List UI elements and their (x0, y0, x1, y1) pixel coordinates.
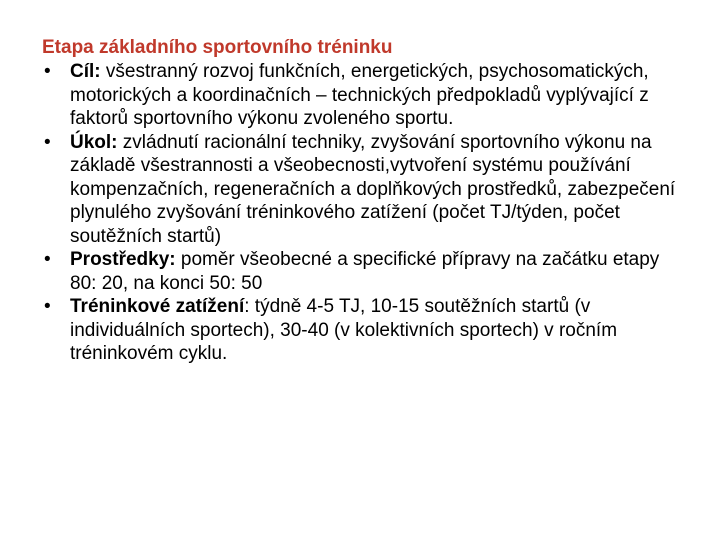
bullet-icon: • (44, 296, 51, 317)
list-item-goal (42, 60, 680, 131)
item-text: všestranný rozvoj funkčních, energetických, psychosomatických, motorických a koordinačních – technických předpokladů vyplývající z faktorů sportovního výkonu zvoleného sportu. (70, 61, 649, 129)
list-item-means (42, 248, 680, 295)
slide-title: Etapa základního sportovního tréninku (42, 37, 393, 58)
item-text: poměr všeobecné a specifické přípravy na začátku etapy 80: 20, na konci 50: 50 (70, 249, 660, 294)
item-label: Úkol: (70, 131, 118, 153)
item-text: : týdně 4-5 TJ, 10-15 soutěžních startů (v individuálních sportech), 30-40 (v kolektivních sportech) v ročním tréninkovém cyklu. (70, 296, 618, 364)
bullet-list (42, 60, 680, 366)
bullet-icon: • (44, 249, 51, 270)
list-item-training-load (42, 295, 680, 366)
item-label: Prostředky: (70, 249, 176, 270)
bullet-icon: • (44, 131, 51, 153)
item-label: Tréninkové zatížení (70, 296, 245, 317)
list-item-task (42, 131, 680, 249)
item-label: Cíl: (70, 61, 101, 82)
bullet-icon: • (44, 61, 51, 82)
item-text: zvládnutí racionální techniky, zvyšování sportovního výkonu na základě všestrannosti a všeobecnosti,vytvoření systému používání kompenzačních, regeneračních a doplňkových prostředků, zabezpečení plynulého zvyšování tréninkového zatížení (počet TJ/týden, počet soutěžních startů) (70, 131, 676, 247)
